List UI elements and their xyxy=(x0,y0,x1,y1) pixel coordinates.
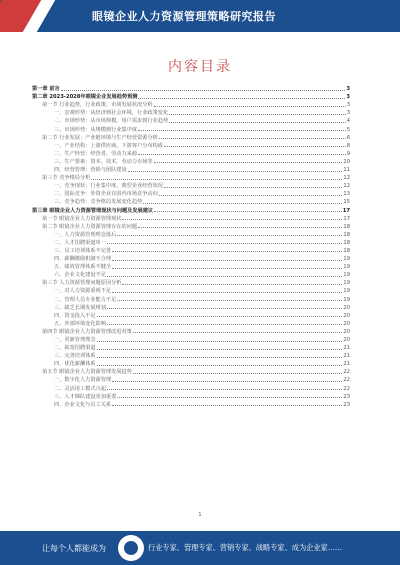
toc-leader-dots xyxy=(107,308,343,309)
toc-entry-label: 第三节 人力资源管理问题原因分析 xyxy=(42,280,122,287)
toc-entry[interactable] xyxy=(32,141,350,149)
toc-entry-label: 二、拓宽招聘渠道 xyxy=(54,345,96,352)
toc-entry-page: 19 xyxy=(343,296,350,303)
toc-entry-page: 3 xyxy=(346,102,350,109)
toc-entry-page: 12 xyxy=(343,175,350,182)
toc-entry-label: 一、对人力资源重视不足 xyxy=(54,288,112,295)
toc-entry[interactable] xyxy=(32,246,350,254)
toc-entry-page: 3 xyxy=(346,94,350,101)
toc-entry[interactable] xyxy=(32,343,350,351)
toc-entry-page: 19 xyxy=(343,272,350,279)
toc-entry-page: 20 xyxy=(343,320,350,327)
toc-entry-page: 19 xyxy=(343,288,350,295)
toc-leader-dots xyxy=(97,349,343,350)
toc-entry[interactable] xyxy=(32,92,350,100)
toc-leader-dots xyxy=(97,341,343,342)
toc-leader-dots xyxy=(128,171,343,172)
toc-leader-dots xyxy=(159,195,343,196)
footer-circle-icon xyxy=(118,535,144,561)
toc-entry[interactable] xyxy=(32,335,350,343)
toc-entry-label: 三、市场形势：从规模到行业集中度 xyxy=(54,126,138,133)
toc-entry-page: 20 xyxy=(343,328,350,335)
toc-entry-label: 六、企业文化建设不足 xyxy=(54,272,106,279)
toc-entry[interactable] xyxy=(32,392,350,400)
toc-entry-page: 9 xyxy=(346,150,350,157)
toc-leader-dots xyxy=(117,300,342,301)
toc-entry-page: 17 xyxy=(343,215,350,222)
toc-entry[interactable] xyxy=(32,359,350,367)
toc-entry-page: 22 xyxy=(343,369,350,376)
toc-entry-page: 22 xyxy=(343,385,350,392)
toc-leader-dots xyxy=(112,381,342,382)
toc-entry-label: 一、人力资源管理理念落后 xyxy=(54,231,117,238)
toc-entry-label: 二、管理人员专业能力不足 xyxy=(54,296,117,303)
toc-leader-dots xyxy=(112,405,342,406)
toc-leader-dots xyxy=(154,106,346,107)
toc-entry[interactable] xyxy=(32,124,350,132)
toc-entry-page: 19 xyxy=(343,256,350,263)
toc-entry-label: 二、国际竞争：外资企业在国内市场竞争动向 xyxy=(54,191,158,198)
toc-entry-label: 二、灵活用工模式兴起 xyxy=(54,385,106,392)
toc-entry-page: 20 xyxy=(343,337,350,343)
toc-entry-page: 21 xyxy=(343,345,350,352)
toc-entry-page: 12 xyxy=(343,183,350,190)
toc-leader-dots xyxy=(164,187,342,188)
toc-entry-label: 四、经营管理：营销与团队建设 xyxy=(54,167,127,174)
toc-entry-page: 17 xyxy=(342,207,350,214)
toc-entry[interactable] xyxy=(32,189,350,197)
toc-leader-dots xyxy=(107,324,343,325)
footer-slogan-left: 让每个人都能成为 xyxy=(42,544,106,553)
toc-entry-label: 三、缺乏长期发展规划 xyxy=(54,304,106,311)
toc-entry-label: 一、宏观形势：从经济到社会环境，行业政策变化 xyxy=(54,110,169,117)
toc-entry-page: 18 xyxy=(343,239,350,246)
toc-leader-dots xyxy=(91,179,342,180)
toc-entry-label: 第二节 眼镜企业人力资源管理存在的问题 xyxy=(42,223,138,230)
toc-entry[interactable] xyxy=(32,149,350,157)
toc-entry-page: 19 xyxy=(343,280,350,287)
toc-entry-label: 五、外部环境变化影响 xyxy=(54,320,106,327)
toc-leader-dots xyxy=(138,154,346,155)
toc-entry-label: 第一节 行业趋势，行业政策，市场发展状况分析 xyxy=(42,102,153,109)
toc-entry-label: 三、生产要素：资本、技术、劳动力市场等 xyxy=(54,158,153,165)
toc-leader-dots xyxy=(107,243,343,244)
footer-banner xyxy=(0,531,400,565)
toc-entry-label: 二、市场形势：从市场规模，用户需求到行业趋势 xyxy=(54,118,169,125)
toc-entry[interactable] xyxy=(32,181,350,189)
toc-entry-page: 4 xyxy=(346,118,350,125)
toc-leader-dots xyxy=(97,316,343,317)
toc-entry[interactable] xyxy=(32,262,350,270)
toc-entry-label: 第二章 2023-2028年眼镜企业发展趋势预测 xyxy=(32,94,138,101)
document-title: 眼镜企业人力资源管理策略研究报告 xyxy=(92,10,276,23)
toc-leader-dots xyxy=(154,211,342,212)
toc-leader-dots xyxy=(97,365,343,366)
toc-leader-dots xyxy=(112,268,342,269)
toc-entry-label: 四、资金投入不足 xyxy=(54,312,96,319)
toc-leader-dots xyxy=(97,357,343,358)
toc-entry-page: 15 xyxy=(343,199,350,206)
toc-entry-label: 三、竞争趋势：竞争格局发展变化趋势 xyxy=(54,199,143,206)
table-of-contents xyxy=(32,84,350,408)
toc-leader-dots xyxy=(138,227,342,228)
toc-entry-page: 23 xyxy=(343,393,350,400)
toc-leader-dots xyxy=(112,292,342,293)
toc-entry[interactable] xyxy=(32,294,350,302)
toc-leader-dots xyxy=(159,138,346,139)
toc-entry-label: 第四节 眼镜企业人力资源管理改进对策 xyxy=(42,328,132,335)
toc-entry-label: 二、生产经营：经营者、劳动力来源 xyxy=(54,150,138,157)
toc-entry[interactable] xyxy=(32,230,350,238)
toc-entry-page: 18 xyxy=(343,231,350,238)
toc-leader-dots xyxy=(117,235,342,236)
toc-entry-label: 第二节 行业发展：产业链环境与生产经营资源分析 xyxy=(42,134,158,141)
toc-entry[interactable] xyxy=(32,286,350,294)
toc-leader-dots xyxy=(164,146,346,147)
toc-entry[interactable] xyxy=(32,383,350,391)
toc-entry[interactable] xyxy=(32,157,350,165)
toc-entry[interactable] xyxy=(32,278,350,286)
toc-entry-page: 3 xyxy=(346,110,350,117)
toc-entry-label: 第一节 眼镜企业人力资源管理现状 xyxy=(42,215,122,222)
toc-leader-dots xyxy=(169,122,346,123)
toc-entry-label: 三、完善培训体系 xyxy=(54,353,96,360)
toc-entry-label: 第三章 眼镜企业人力资源管理现状与问题及发展建议 xyxy=(32,207,154,214)
toc-leader-dots xyxy=(138,130,346,131)
toc-entry-label: 一、更新管理理念 xyxy=(54,337,96,343)
toc-leader-dots xyxy=(112,260,342,261)
toc-entry-page: 20 xyxy=(343,312,350,319)
toc-entry[interactable] xyxy=(32,100,350,108)
toc-entry-label: 五、绩效管理体系不健全 xyxy=(54,264,112,271)
toc-entry-label: 一、竞争现状：行业集中度、典型企业经营状况 xyxy=(54,183,163,190)
toc-leader-dots xyxy=(107,389,343,390)
toc-title: 内容目录 xyxy=(168,59,232,75)
toc-entry[interactable] xyxy=(32,238,350,246)
toc-entry-page: 3 xyxy=(346,86,350,93)
toc-entry[interactable] xyxy=(32,311,350,319)
toc-leader-dots xyxy=(169,114,346,115)
toc-entry[interactable] xyxy=(32,351,350,359)
toc-entry[interactable] xyxy=(32,214,350,222)
toc-entry-label: 第三节 竞争格局分析 xyxy=(42,175,91,182)
toc-entry[interactable] xyxy=(32,327,350,335)
toc-entry[interactable] xyxy=(32,303,350,311)
toc-entry-label: 第五节 眼镜企业人力资源管理发展趋势 xyxy=(42,369,132,376)
toc-leader-dots xyxy=(117,397,342,398)
toc-entry[interactable] xyxy=(32,400,350,408)
toc-entry-label: 四、企业文化与员工关系 xyxy=(54,401,112,408)
toc-leader-dots xyxy=(133,373,343,374)
toc-entry[interactable] xyxy=(32,197,350,205)
toc-entry-page: 21 xyxy=(343,353,350,360)
toc-entry[interactable] xyxy=(32,270,350,278)
toc-entry-label: 一、产业结构：上游供应商、下游客户分布构成 xyxy=(54,142,163,149)
toc-entry-label: 四、优化薪酬体系 xyxy=(54,361,96,368)
toc-entry-label: 四、薪酬激励机制不合理 xyxy=(54,256,112,263)
toc-entry-page: 22 xyxy=(343,377,350,384)
toc-entry[interactable] xyxy=(32,133,350,141)
toc-entry-label: 二、人才招聘渠道单一 xyxy=(54,239,106,246)
toc-entry-label: 三、员工培训体系不完善 xyxy=(54,247,112,254)
toc-entry[interactable] xyxy=(32,375,350,383)
toc-entry-page: 5 xyxy=(346,126,350,133)
toc-entry-page: 20 xyxy=(343,304,350,311)
toc-entry[interactable] xyxy=(32,84,350,92)
toc-entry-label: 三、人才梯队建设更加重要 xyxy=(54,393,117,400)
toc-leader-dots xyxy=(61,90,346,91)
toc-leader-dots xyxy=(143,203,342,204)
toc-entry[interactable] xyxy=(32,108,350,116)
toc-entry[interactable] xyxy=(32,254,350,262)
toc-entry[interactable] xyxy=(32,173,350,181)
toc-entry-label: 第一章 前言 xyxy=(32,86,60,93)
toc-leader-dots xyxy=(133,332,343,333)
toc-entry-page: 8 xyxy=(346,142,350,149)
toc-entry-page: 18 xyxy=(343,247,350,254)
toc-entry[interactable] xyxy=(32,319,350,327)
toc-entry-page: 11 xyxy=(343,167,350,174)
toc-entry-page: 10 xyxy=(343,158,350,165)
toc-entry-page: 6 xyxy=(346,134,350,141)
toc-entry[interactable] xyxy=(32,205,350,213)
page-number: 1 xyxy=(198,512,202,518)
toc-leader-dots xyxy=(122,219,342,220)
toc-leader-dots xyxy=(154,162,343,163)
toc-leader-dots xyxy=(138,98,345,99)
toc-entry[interactable] xyxy=(32,165,350,173)
footer-slogan-right: 行业专家、管理专家、营销专家、战略专家、成为企业家…… xyxy=(148,543,343,552)
toc-entry-page: 23 xyxy=(343,401,350,408)
toc-entry[interactable] xyxy=(32,222,350,230)
toc-entry-label: 一、数字化人力资源管理 xyxy=(54,377,112,384)
toc-entry-page: 19 xyxy=(343,264,350,271)
toc-leader-dots xyxy=(112,251,342,252)
toc-entry-page: 13 xyxy=(343,191,350,198)
toc-entry-page: 21 xyxy=(343,361,350,368)
toc-leader-dots xyxy=(122,284,342,285)
toc-entry[interactable] xyxy=(32,367,350,375)
header-banner xyxy=(0,0,400,32)
toc-leader-dots xyxy=(107,276,343,277)
toc-entry[interactable] xyxy=(32,116,350,124)
toc-entry-page: 18 xyxy=(343,223,350,230)
